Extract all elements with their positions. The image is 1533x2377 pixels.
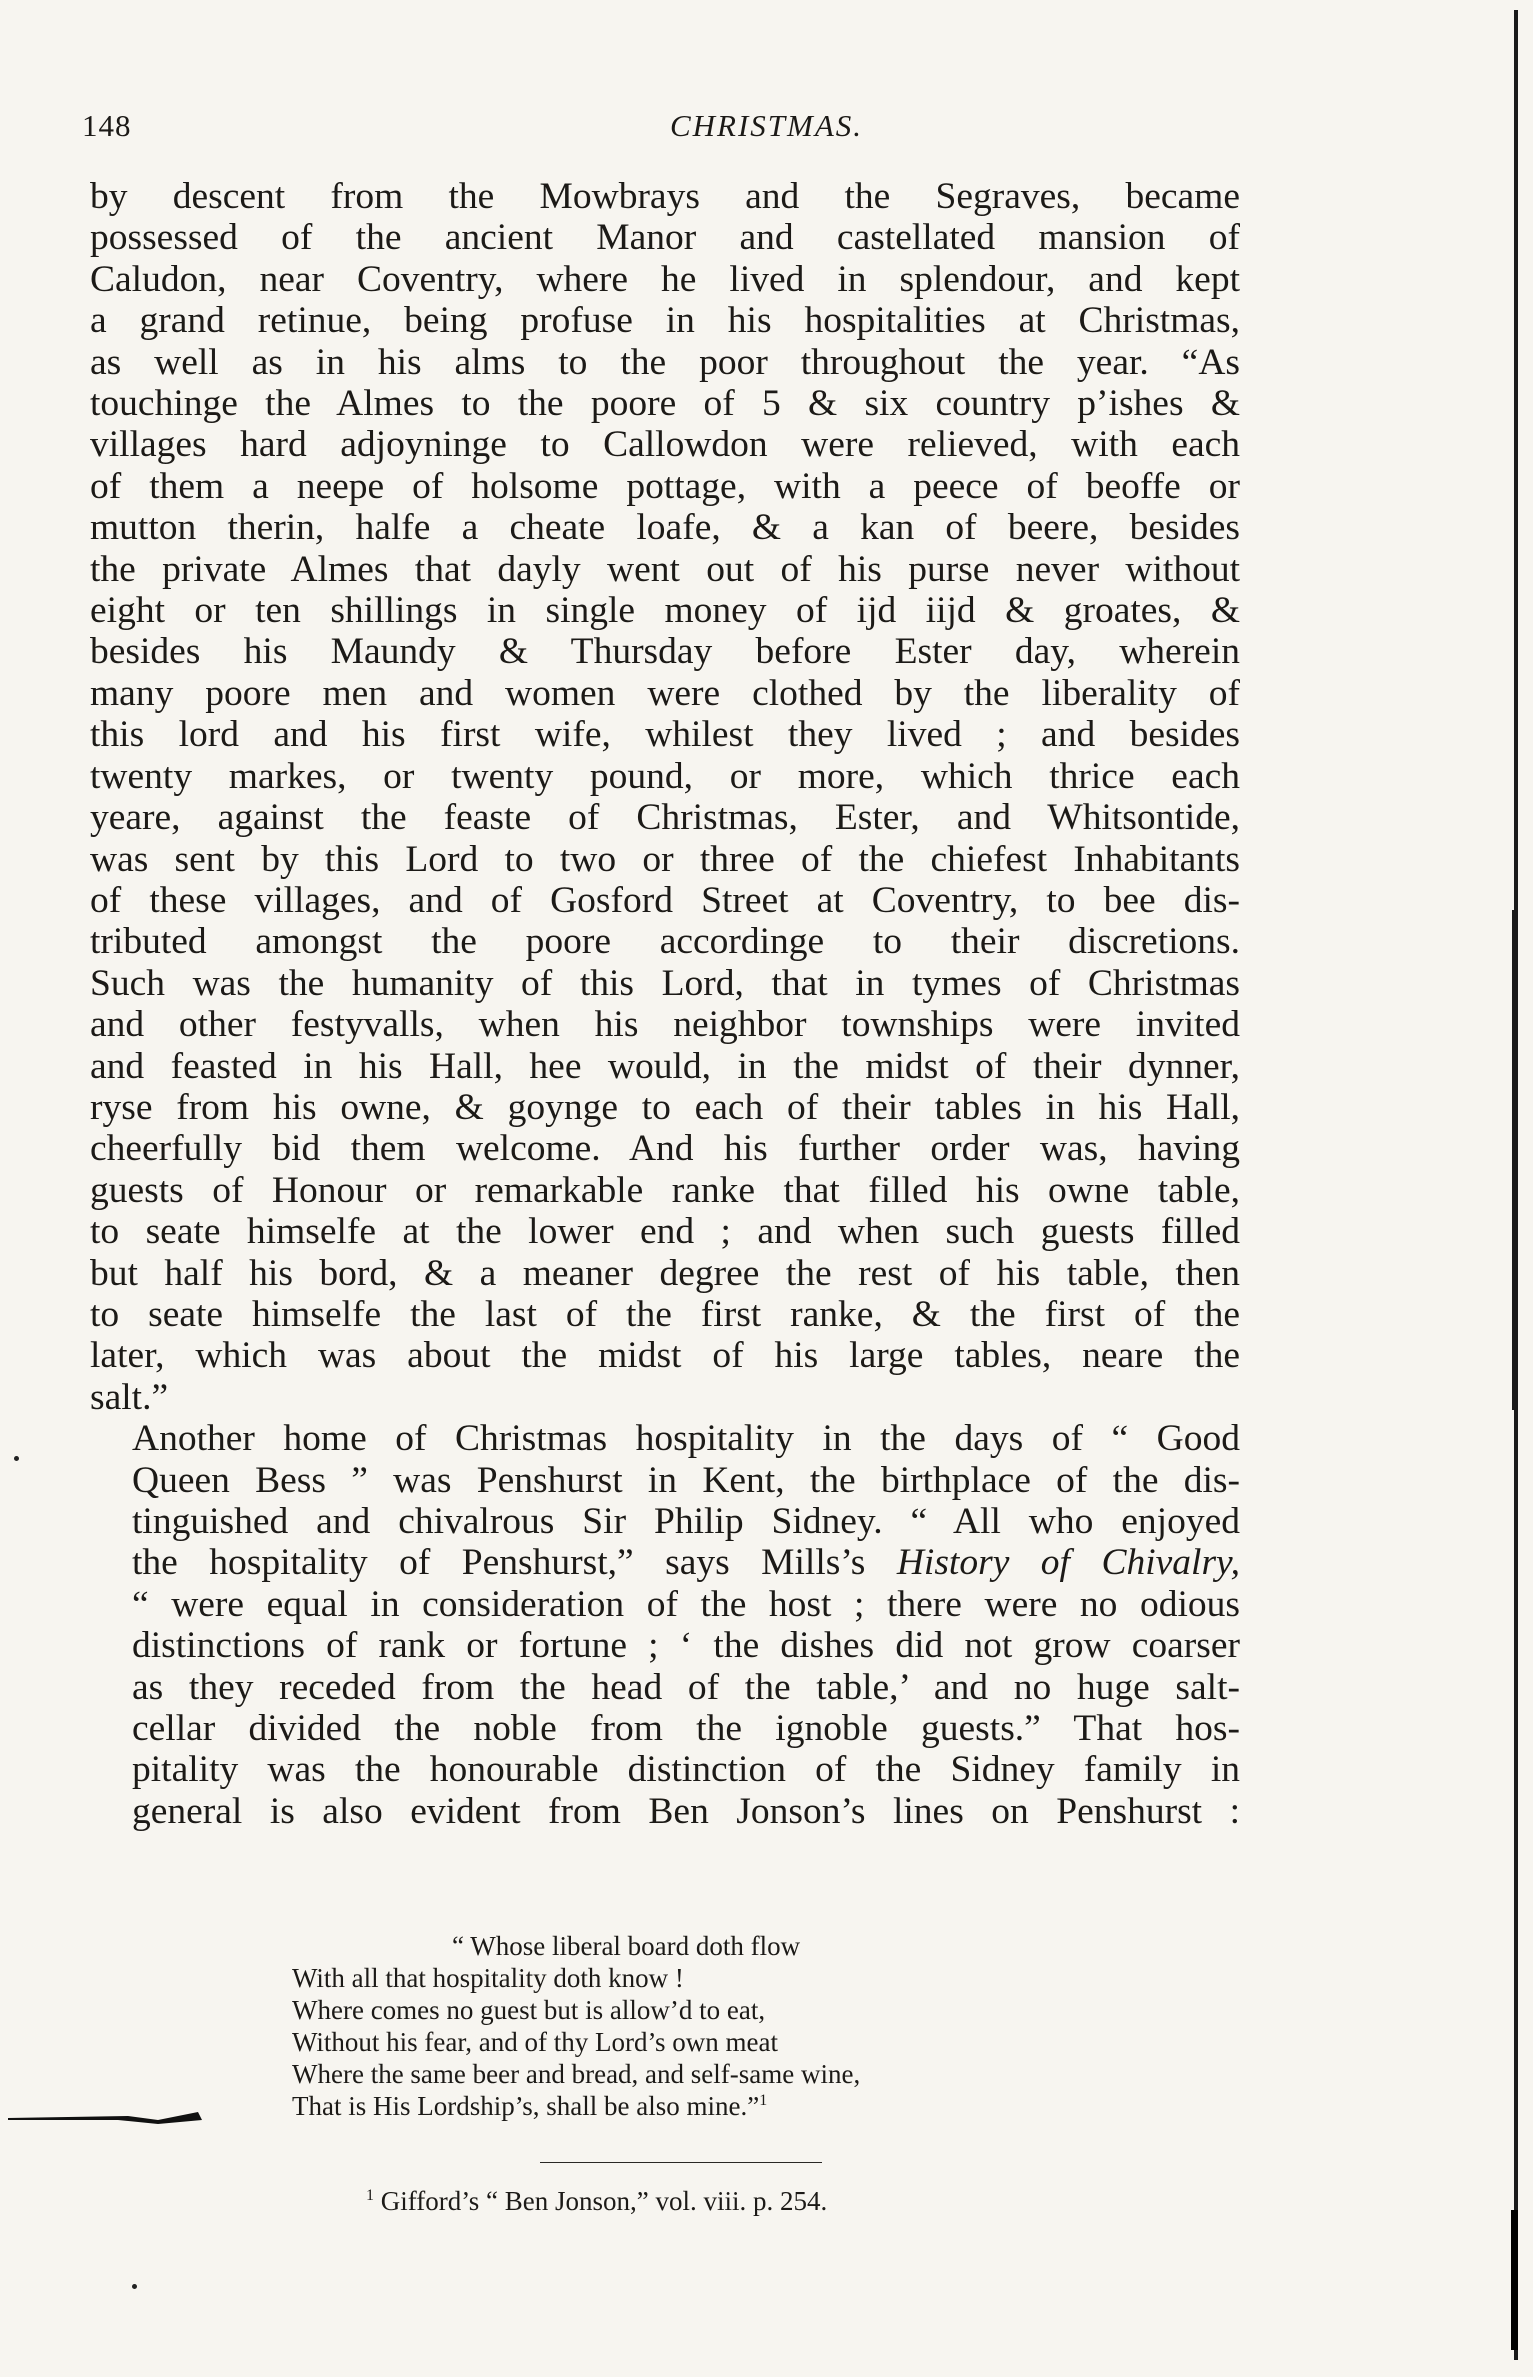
text-line: tributed amongst the poore accordinge to their discretions. — [90, 921, 1240, 963]
text-line: ryse from his owne, & goynge to each of their tables in his Hall, — [90, 1086, 1240, 1128]
footnote-divider — [540, 2162, 822, 2163]
text-line: as they receded from the head of the table,’ and no huge salt- — [132, 1666, 1240, 1708]
text-line: of them a neepe of holsome pottage, with a peece of beoffe or — [90, 465, 1240, 507]
text-line: Caludon, near Coventry, where he lived in splendour, and kept — [90, 258, 1240, 300]
paragraph-penshurst — [90, 1418, 1240, 1832]
footnote-text: Gifford’s “ Ben Jonson,” vol. viii. p. 254. — [374, 2186, 828, 2216]
text-line: salt.” — [90, 1376, 169, 1418]
verse-line: Where the same beer and bread, and self-same wine, — [292, 2059, 861, 2089]
verse-line: Without his fear, and of thy Lord’s own meat — [292, 2027, 778, 2057]
text-line: as well as in his alms to the poor throughout the year. “As — [90, 341, 1240, 383]
text-line: and other festyvalls, when his neighbor townships were invited — [90, 1004, 1240, 1046]
text-line: eight or ten shillings in single money of ijd iijd & groates, & — [90, 590, 1240, 632]
text-line: mutton therin, halfe a cheate loafe, & a kan of beere, besides — [90, 507, 1240, 549]
text-line: to seate himselfe the last of the first ranke, & the first of the — [90, 1293, 1240, 1335]
text-line: the private Almes that dayly went out of his purse never without — [90, 548, 1240, 590]
text-line: “ were equal in consideration of the host ; there were no odious — [132, 1583, 1240, 1625]
text-line: tinguished and chivalrous Sir Philip Sidney. “ All who enjoyed — [132, 1501, 1240, 1542]
text-line: villages hard adjoyninge to Callowdon were relieved, with each — [90, 424, 1240, 466]
scan-edge-mark — [1511, 10, 1521, 2360]
text-line: besides his Maundy & Thursday before Ester day, wherein — [90, 631, 1240, 673]
paragraph-caludon — [90, 176, 1240, 1418]
text-line: to seate himselfe at the lower end ; and when such guests filled — [90, 1211, 1240, 1253]
text-line: a grand retinue, being profuse in his hospitalities at Christmas, — [90, 300, 1240, 342]
text-line: later, which was about the midst of his large tables, neare the — [90, 1335, 1240, 1377]
text-line: Queen Bess ” was Penshurst in Kent, the birthplace of the dis- — [132, 1459, 1240, 1501]
page-number: 148 — [82, 108, 132, 143]
margin-ink-mark — [8, 2100, 204, 2130]
text-line: cheerfully bid them welcome. And his further order was, having — [90, 1128, 1240, 1170]
verse-line: Where comes no guest but is allow’d to eat, — [292, 1995, 766, 2025]
text-line: was sent by this Lord to two or three of the chiefest Inhabitants — [90, 838, 1240, 880]
stray-ink-dot — [132, 2284, 137, 2289]
text-line: Another home of Christmas hospitality in the days of “ Good — [132, 1418, 1240, 1460]
text-line: touchinge the Almes to the poore of 5 & six country p’ishes & — [90, 383, 1240, 425]
text-line: this lord and his first wife, whilest they lived ; and besides — [90, 714, 1240, 756]
text-line: distinctions of rank or fortune ; ‘ the dishes did not grow coarser — [132, 1625, 1240, 1667]
text-fragment: the hospitality of Penshurst,” says Mills’s — [132, 1542, 897, 1584]
text-line: guests of Honour or remarkable ranke that filled his owne table, — [90, 1169, 1240, 1211]
verse-line: With all that hospitality doth know ! — [292, 1963, 684, 1993]
text-line-with-title — [90, 1542, 1240, 1583]
stray-ink-dot — [14, 1456, 19, 1461]
verse-line-last — [292, 2090, 1052, 2122]
verse-quotation — [292, 1930, 1052, 2122]
body-text — [90, 176, 1240, 1832]
text-line: of these villages, and of Gosford Street at Coventry, to bee dis- — [90, 879, 1240, 921]
text-line: and feasted in his Hall, hee would, in the midst of their dynner, — [90, 1045, 1240, 1087]
footnote — [366, 2186, 1166, 2217]
text-line: many poore men and women were clothed by the liberality of — [90, 672, 1240, 714]
running-title: CHRISTMAS. — [669, 108, 864, 143]
text-line: but half his bord, & a meaner degree the rest of his table, then — [90, 1252, 1240, 1294]
text-line: cellar divided the noble from the ignoble guests.” That hos- — [132, 1708, 1240, 1750]
book-title-history-of-chivalry: History of Chivalry, — [896, 1542, 1240, 1584]
footnote-reference: 1 — [759, 2092, 768, 2109]
verse-line: “ Whose liberal board doth flow — [452, 1931, 801, 1961]
footnote-marker: 1 — [366, 2187, 374, 2204]
text-line: Such was the humanity of this Lord, that in tymes of Christmas — [90, 962, 1240, 1004]
text-line: twenty markes, or twenty pound, or more, which thrice each — [90, 755, 1240, 797]
text-line: by descent from the Mowbrays and the Segraves, became — [90, 176, 1240, 217]
text-line: yeare, against the feaste of Christmas, Ester, and Whitsontide, — [90, 797, 1240, 839]
verse-line-text: That is His Lordship’s, shall be also mine.” — [292, 2091, 760, 2121]
text-line: possessed of the ancient Manor and castellated mansion of — [90, 217, 1240, 259]
text-line: general is also evident from Ben Jonson’s lines on Penshurst : — [132, 1790, 1240, 1832]
text-line: pitality was the honourable distinction of the Sidney family in — [132, 1749, 1240, 1791]
